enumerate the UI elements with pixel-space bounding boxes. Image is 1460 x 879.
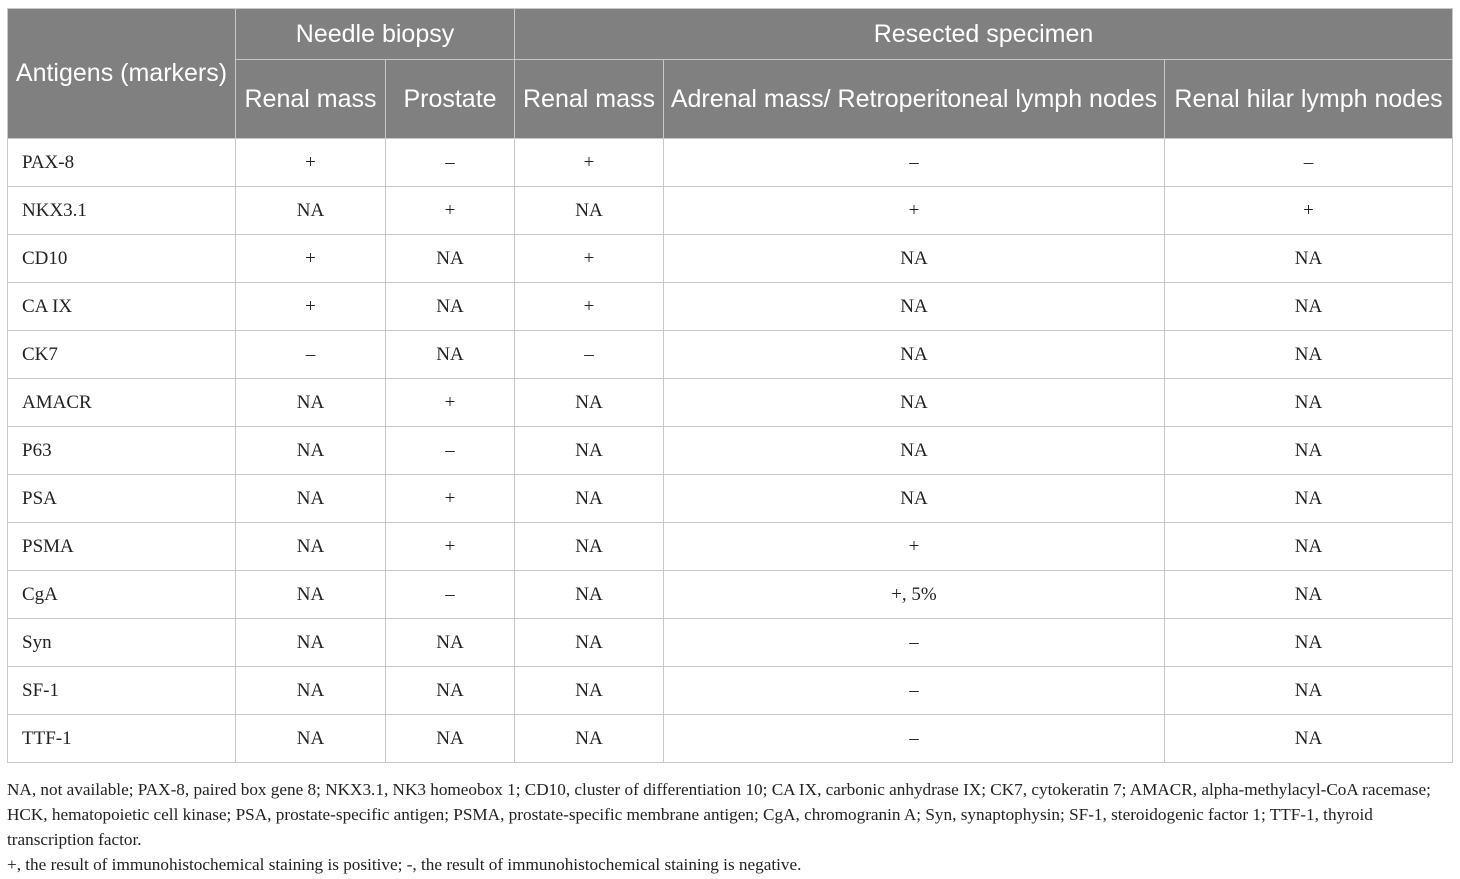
ihc-results-table: [7, 8, 1453, 763]
cell-resected-hilar: NA: [1165, 523, 1453, 571]
cell-needle-prostate: +: [386, 379, 515, 427]
cell-resected-adrenal: –: [664, 619, 1165, 667]
table-row: [8, 235, 1453, 283]
table-row: [8, 331, 1453, 379]
cell-needle-prostate: +: [386, 187, 515, 235]
cell-resected-hilar: NA: [1165, 283, 1453, 331]
cell-resected-adrenal: NA: [664, 427, 1165, 475]
table-footnotes: [7, 777, 1455, 877]
cell-marker: NKX3.1: [8, 187, 236, 235]
cell-needle-prostate: –: [386, 427, 515, 475]
cell-resected-hilar: NA: [1165, 571, 1453, 619]
cell-resected-adrenal: NA: [664, 331, 1165, 379]
header-resected-renal-hilar: Renal hilar lymph nodes: [1165, 60, 1453, 139]
cell-needle-prostate: +: [386, 475, 515, 523]
cell-resected-adrenal: –: [664, 139, 1165, 187]
cell-needle-prostate: NA: [386, 619, 515, 667]
cell-resected-renal: –: [515, 331, 664, 379]
table-row: [8, 187, 1453, 235]
cell-marker: CA IX: [8, 283, 236, 331]
table-body: [8, 139, 1453, 763]
cell-needle-renal: NA: [236, 667, 386, 715]
header-resected-renal-mass: Renal mass: [515, 60, 664, 139]
table-row: [8, 139, 1453, 187]
cell-needle-renal: NA: [236, 427, 386, 475]
cell-needle-prostate: –: [386, 139, 515, 187]
table-row: [8, 427, 1453, 475]
header-antigens: Antigens (markers): [8, 9, 236, 139]
cell-needle-renal: NA: [236, 523, 386, 571]
cell-resected-hilar: NA: [1165, 667, 1453, 715]
cell-marker: PSMA: [8, 523, 236, 571]
cell-resected-adrenal: +: [664, 523, 1165, 571]
cell-resected-hilar: NA: [1165, 379, 1453, 427]
cell-resected-adrenal: –: [664, 667, 1165, 715]
cell-needle-renal: NA: [236, 619, 386, 667]
table-row: [8, 571, 1453, 619]
cell-resected-adrenal: +: [664, 187, 1165, 235]
footnote-legend: +, the result of immunohistochemical staining is positive; -, the result of immunohistochemical staining is negative.: [7, 855, 802, 874]
cell-marker: CD10: [8, 235, 236, 283]
header-group-needle-biopsy: Needle biopsy: [236, 9, 515, 60]
cell-resected-hilar: NA: [1165, 619, 1453, 667]
cell-marker: AMACR: [8, 379, 236, 427]
cell-needle-renal: +: [236, 139, 386, 187]
header-resected-adrenal-mass: Adrenal mass/ Retroperitoneal lymph nodes: [664, 60, 1165, 139]
cell-resected-renal: NA: [515, 379, 664, 427]
cell-marker: P63: [8, 427, 236, 475]
footnote-abbreviations: NA, not available; PAX-8, paired box gene 8; NKX3.1, NK3 homeobox 1; CD10, cluster of differentiation 10; CA IX, carbonic anhydrase IX; CK7, cytokeratin 7; AMACR, alpha-methylacyl-CoA racemase; HCK, hematopoietic cell kinase; PSA, prostate-specific antigen; PSMA, prostate-specific membrane antigen; CgA, chromogranin A; Syn, synaptophysin; SF-1, steroidogenic factor 1; TTF-1, thyroid transcription factor.: [7, 780, 1431, 849]
cell-needle-renal: NA: [236, 187, 386, 235]
table-row: [8, 715, 1453, 763]
cell-resected-adrenal: NA: [664, 235, 1165, 283]
header-needle-renal-mass: Renal mass: [236, 60, 386, 139]
table-container: [7, 8, 1452, 763]
cell-resected-renal: +: [515, 235, 664, 283]
cell-marker: TTF-1: [8, 715, 236, 763]
cell-marker: PSA: [8, 475, 236, 523]
cell-marker: Syn: [8, 619, 236, 667]
cell-resected-renal: NA: [515, 427, 664, 475]
cell-needle-prostate: NA: [386, 235, 515, 283]
cell-needle-renal: NA: [236, 475, 386, 523]
cell-resected-renal: NA: [515, 619, 664, 667]
cell-marker: PAX-8: [8, 139, 236, 187]
cell-needle-renal: –: [236, 331, 386, 379]
cell-needle-prostate: +: [386, 523, 515, 571]
cell-needle-renal: +: [236, 283, 386, 331]
cell-needle-prostate: –: [386, 571, 515, 619]
header-needle-prostate: Prostate: [386, 60, 515, 139]
cell-resected-renal: NA: [515, 667, 664, 715]
cell-needle-prostate: NA: [386, 283, 515, 331]
cell-resected-adrenal: NA: [664, 379, 1165, 427]
cell-needle-prostate: NA: [386, 667, 515, 715]
cell-resected-renal: NA: [515, 571, 664, 619]
cell-resected-hilar: NA: [1165, 235, 1453, 283]
table-row: [8, 283, 1453, 331]
table-row: [8, 523, 1453, 571]
cell-resected-renal: NA: [515, 523, 664, 571]
cell-resected-adrenal: –: [664, 715, 1165, 763]
cell-needle-renal: NA: [236, 379, 386, 427]
header-group-resected-specimen: Resected specimen: [515, 9, 1453, 60]
cell-resected-hilar: NA: [1165, 331, 1453, 379]
cell-resected-adrenal: NA: [664, 283, 1165, 331]
cell-marker: SF-1: [8, 667, 236, 715]
cell-marker: CK7: [8, 331, 236, 379]
cell-needle-renal: +: [236, 235, 386, 283]
cell-resected-renal: NA: [515, 715, 664, 763]
cell-resected-renal: NA: [515, 187, 664, 235]
cell-resected-hilar: +: [1165, 187, 1453, 235]
cell-needle-prostate: NA: [386, 715, 515, 763]
table-header: [8, 9, 1453, 139]
table-row: [8, 667, 1453, 715]
cell-resected-adrenal: NA: [664, 475, 1165, 523]
cell-resected-renal: NA: [515, 475, 664, 523]
cell-resected-renal: +: [515, 283, 664, 331]
cell-resected-hilar: NA: [1165, 475, 1453, 523]
cell-resected-hilar: –: [1165, 139, 1453, 187]
cell-resected-hilar: NA: [1165, 427, 1453, 475]
table-row: [8, 379, 1453, 427]
table-row: [8, 475, 1453, 523]
cell-needle-prostate: NA: [386, 331, 515, 379]
cell-needle-renal: NA: [236, 571, 386, 619]
cell-resected-adrenal: +, 5%: [664, 571, 1165, 619]
cell-resected-renal: +: [515, 139, 664, 187]
cell-marker: CgA: [8, 571, 236, 619]
cell-resected-hilar: NA: [1165, 715, 1453, 763]
table-row: [8, 619, 1453, 667]
cell-needle-renal: NA: [236, 715, 386, 763]
